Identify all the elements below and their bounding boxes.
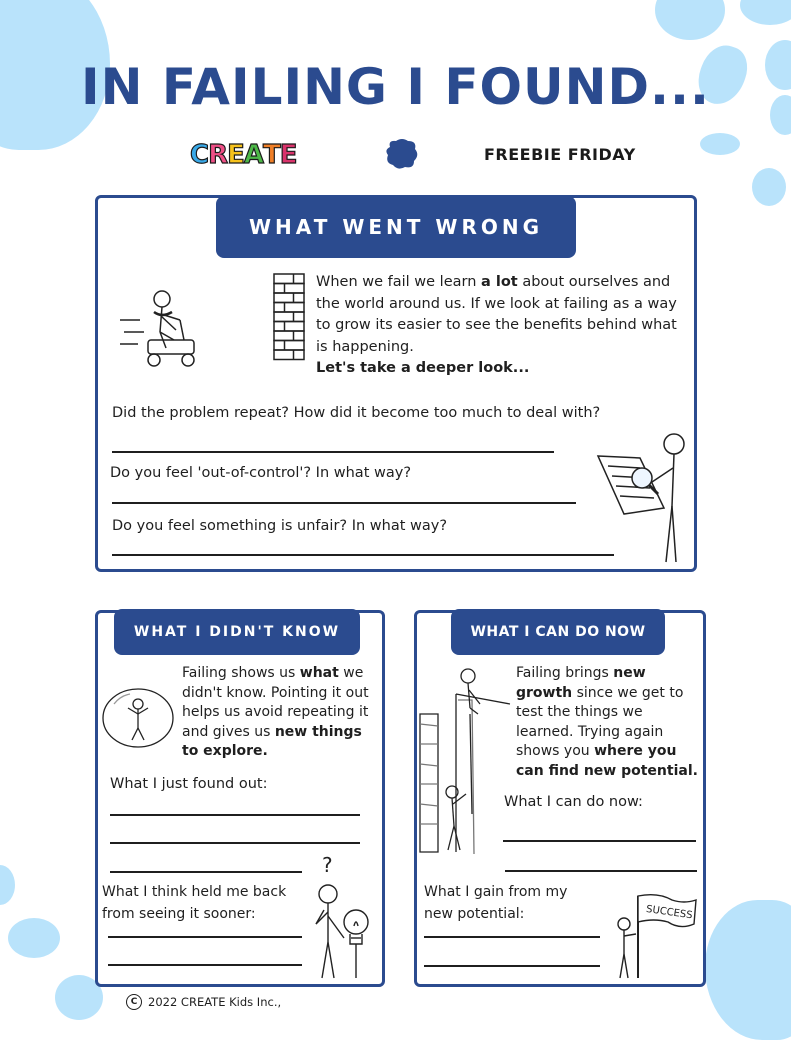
prompt-held-me-back: What I think held me back from seeing it sooner: xyxy=(102,884,287,922)
footer-copyright xyxy=(126,994,281,1010)
gain-line-2[interactable] xyxy=(424,965,600,967)
bubble-person-illustration xyxy=(100,686,178,750)
question-mark: ? xyxy=(322,853,333,877)
logo-letter: A xyxy=(243,140,264,170)
prompt-can-do-now: What I can do now: xyxy=(504,794,643,810)
logo-letter: T xyxy=(263,140,280,170)
held-back-line-1[interactable] xyxy=(108,936,302,938)
question-problem-repeat: Did the problem repeat? How did it become too much to deal with? xyxy=(112,405,601,421)
answer-line-3[interactable] xyxy=(112,554,614,556)
logo-letter: E xyxy=(279,140,297,170)
prompt-just-found-out: What I just found out: xyxy=(110,776,268,792)
decorative-blob-top-right-2 xyxy=(740,0,791,25)
what-went-wrong-intro: When we fail we learn a lot about ourselves and the world around us. If we look at failing as a way to grow its easier to see the benefits behind what is happening. Let's take a deeper look... xyxy=(316,274,677,376)
decorative-blob-right-4 xyxy=(700,133,740,155)
question-out-of-control: Do you feel 'out-of-control'? In what way? xyxy=(110,465,412,481)
held-back-line-2[interactable] xyxy=(108,964,302,966)
found-out-line-3[interactable] xyxy=(110,871,302,873)
decorative-blob-bottom-left-2 xyxy=(8,918,60,958)
freebie-friday-label: FREEBIE FRIDAY xyxy=(484,145,636,164)
create-logo xyxy=(190,140,330,170)
can-do-line-1[interactable] xyxy=(503,840,696,842)
prompt-gain-potential: What I gain from my new potential: xyxy=(424,884,568,922)
cliff-rope-illustration xyxy=(416,664,512,856)
found-out-line-2[interactable] xyxy=(110,842,360,844)
what-i-can-do-now-text: Failing brings new growth since we get to test the things we learned. Trying again shows you where you can find new potential. xyxy=(516,665,698,779)
page-title: IN FAILING I FOUND... xyxy=(81,58,710,116)
decorative-blob-right-5 xyxy=(752,168,786,206)
answer-line-1[interactable] xyxy=(112,451,554,453)
decorative-blob-bottom-left-1 xyxy=(0,865,15,905)
what-i-didnt-know-text: Failing shows us what we didn't know. Pointing it out helps us avoid repeating it and gives us new things to explore. xyxy=(182,665,369,759)
decorative-blob-top-right xyxy=(655,0,725,40)
deeper-look-cta: Let's take a deeper look... xyxy=(316,360,530,376)
gain-line-1[interactable] xyxy=(424,936,600,938)
magnifying-glass-illustration xyxy=(594,428,690,566)
lightbulb-person-illustration xyxy=(308,876,374,982)
found-out-line-1[interactable] xyxy=(110,814,360,816)
what-i-didnt-know-banner: WHAT I DIDN'T KNOW xyxy=(114,609,360,655)
question-unfair: Do you feel something is unfair? In what way? xyxy=(112,518,448,534)
what-i-can-do-now-banner: WHAT I CAN DO NOW xyxy=(451,609,665,655)
can-do-line-2[interactable] xyxy=(505,870,697,872)
copyright-icon: C xyxy=(126,994,142,1010)
answer-line-2[interactable] xyxy=(112,502,576,504)
success-flag-text: SUCCESS xyxy=(645,903,694,922)
ink-splat-icon xyxy=(384,137,420,171)
logo-letter: R xyxy=(208,140,228,170)
decorative-blob-bottom-right xyxy=(705,900,791,1040)
scooter-wall-illustration xyxy=(118,272,308,380)
copyright-text: 2022 CREATE Kids Inc., xyxy=(148,995,282,1009)
what-went-wrong-banner: WHAT WENT WRONG xyxy=(216,196,576,258)
logo-letter: E xyxy=(227,140,244,170)
logo-letter: C xyxy=(190,140,209,170)
success-flag-illustration xyxy=(608,890,700,980)
